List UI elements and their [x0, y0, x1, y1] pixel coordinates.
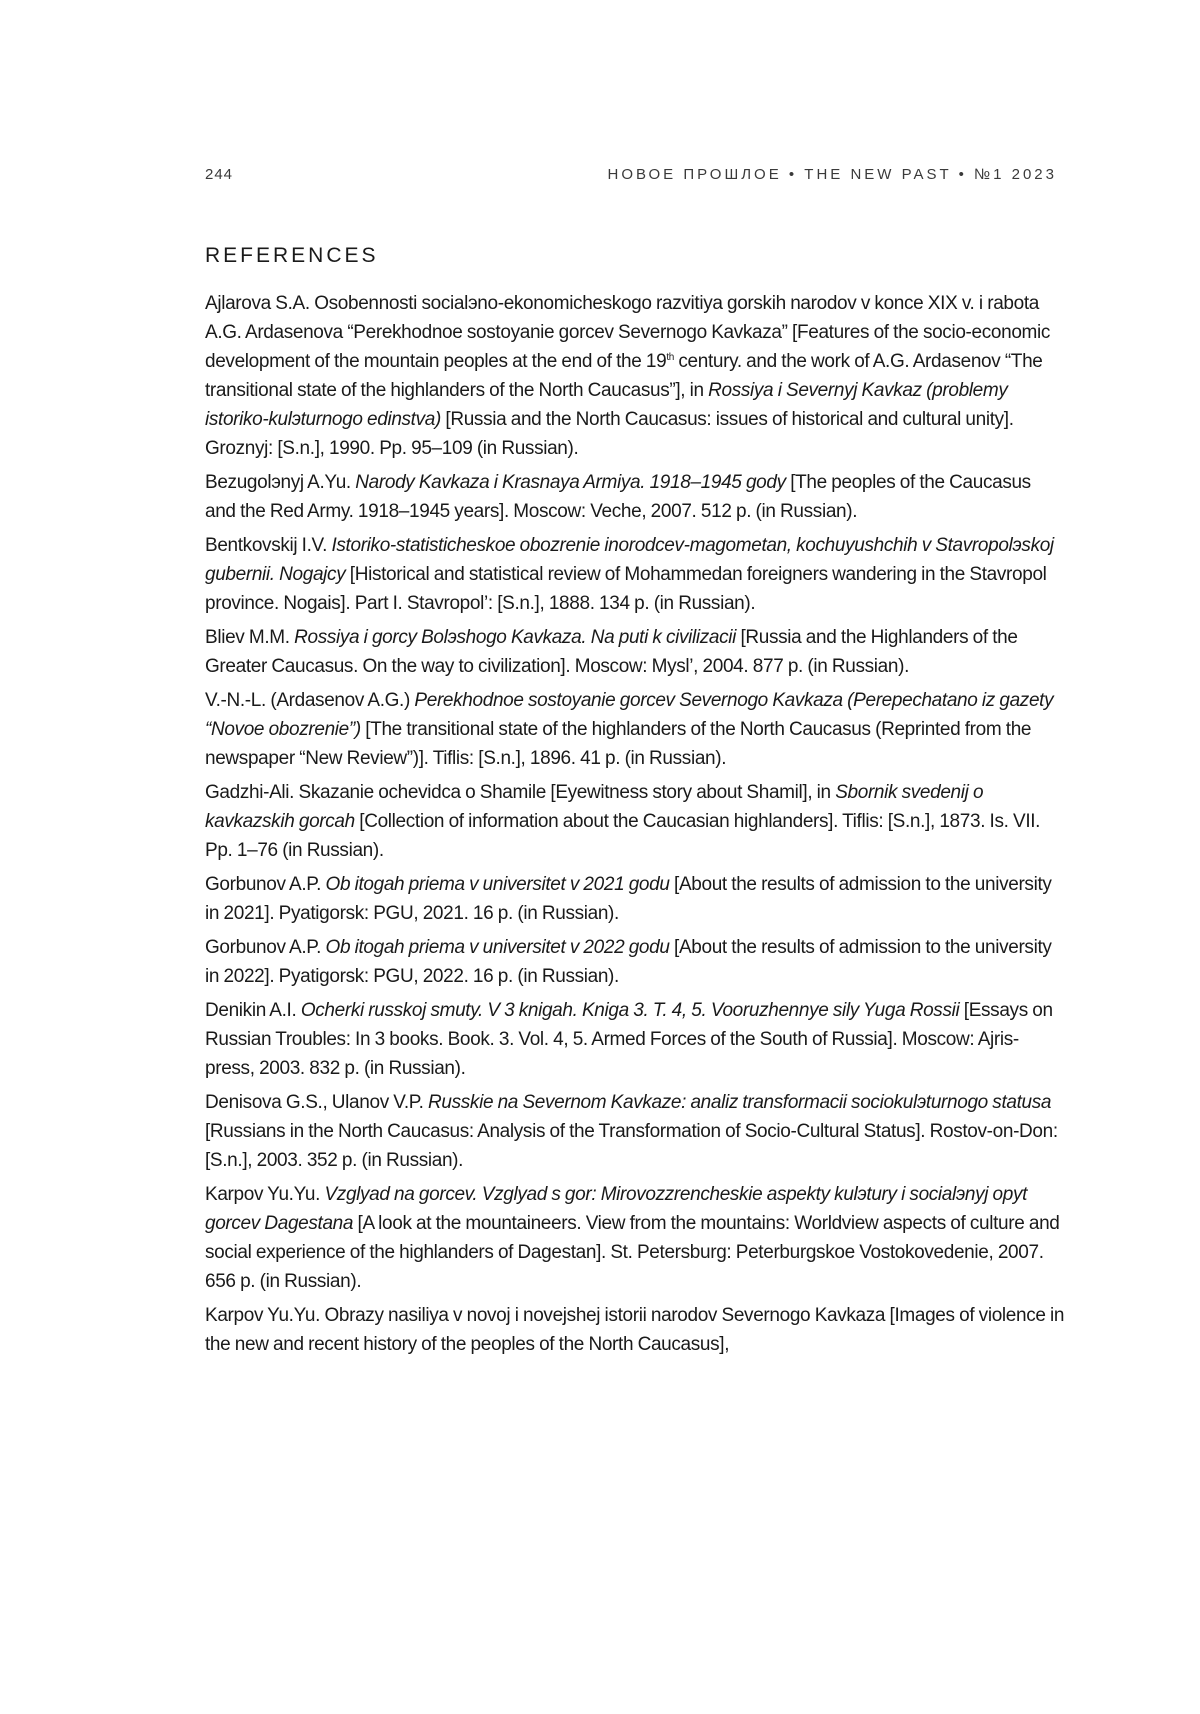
ordinal-suffix: th — [666, 352, 674, 363]
reference-text: Ajlarova S.A. Osobennosti socialэno-ekonomicheskogo razvitiya gorskih narodov v konce XIX v. i rabota A.G. Ardasenova “Perekhodnoe sostoyanie gorcev Severnogo Kavkaza” [Features of the socio-economic development of the mountain peoples at the end of the 19 — [205, 293, 1050, 372]
section-heading: REFERENCES — [205, 244, 379, 268]
reference-author: Denisova G.S., Ulanov V.P. — [205, 1092, 428, 1113]
reference-item — [205, 289, 1065, 463]
reference-details: [About the results of admission to the university in 2022]. Pyatigorsk: PGU, 2022. 16 p. (in Russian). — [205, 937, 1052, 987]
reference-item — [205, 996, 1065, 1083]
reference-item — [205, 468, 1065, 526]
reference-author: Bliev M.M. — [205, 627, 294, 648]
reference-author: V.-N.-L. (Ardasenov A.G.) — [205, 690, 414, 711]
reference-details: [Russians in the North Caucasus: Analysis of the Transformation of Socio-Cultural Status]. Rostov-on-Don: [S.n.], 2003. 352 p. (in Russian). — [205, 1121, 1058, 1171]
reference-title: Vzglyad na gorcev. Vzglyad s gor: Mirovozzrencheskie aspekty kulэtury i socialэnyj opyt gorcev Dagestana — [205, 1184, 1027, 1234]
reference-details: [Historical and statistical review of Mohammedan foreigners wandering in the Stavropol province. Nogais]. Part I. Stavropol’: [S.n.], 1888. 134 p. (in Russian). — [205, 564, 1047, 614]
reference-title: Perekhodnoe sostoyanie gorcev Severnogo Kavkaza (Perepe­chatano iz gazety “Novoe obozrenie”) — [205, 690, 1053, 740]
reference-details: [The transitional state of the highlanders of the North Caucasus (Reprinted from the newspaper “New Review”)]. Tiflis: [S.n.], 1896. 41 p. (in Russian). — [205, 719, 1031, 769]
reference-author: Denikin A.I. — [205, 1000, 301, 1021]
reference-title: Rossiya i Severnyj Kavkaz (problemy istoriko-kulэturnogo edinst­va) — [205, 380, 1008, 430]
reference-author: Gorbunov A.P. — [205, 937, 326, 958]
reference-item — [205, 531, 1065, 618]
reference-text: Gadzhi-Ali. Skazanie ochevidca o Shamile [Eyewitness story about Shamil], in — [205, 782, 835, 803]
reference-author: Karpov Yu.Yu. — [205, 1184, 324, 1205]
journal-title: НОВОЕ ПРОШЛОЕ • THE NEW PAST • №1 2023 — [607, 166, 1057, 183]
reference-list — [205, 289, 1065, 1364]
reference-item — [205, 1088, 1065, 1175]
reference-item — [205, 1301, 1065, 1359]
reference-title: Russkie na Severnom Kavkaze: analiz transformacii sociokulэturnogo statusa — [428, 1092, 1051, 1113]
reference-details: [Russia and the High­landers of the Greater Caucasus. On the way to civilization]. Moscow: Mysl’, 2004. 877 p. (in Russian). — [205, 627, 1018, 677]
reference-details: [The peoples of the Caucasus and the Red Army. 1918–1945 years]. Moscow: Veche, 2007. 512 p. (in Russian). — [205, 472, 1031, 522]
reference-details: [About the results of admission to the university in 2021]. Pyatigorsk: PGU, 2021. 16 p. (in Russian). — [205, 874, 1052, 924]
reference-details: [A look at the mountaineers. View from the mountains: Worldview aspects of culture and social experience of the highlanders of Dagestan]. St. Petersburg: Peterburgskoe Vostokovedenie, 2007. 656 p. (in Russian). — [205, 1213, 1060, 1292]
reference-title: Rossiya i gorcy Bolэshogo Kavkaza. Na puti k civilizacii — [294, 627, 736, 648]
reference-title: Ocherki russkoj smuty. V 3 knigah. Kniga 3. T. 4, 5. Vooruzhennye sily Yuga Rossii — [301, 1000, 960, 1021]
reference-author: Gorbunov A.P. — [205, 874, 326, 895]
reference-item — [205, 778, 1065, 865]
reference-author: Bezugolэnyj A.Yu. — [205, 472, 355, 493]
document-page — [0, 0, 1200, 1714]
reference-title: Ob itogah priema v universitet v 2022 godu — [326, 937, 670, 958]
reference-title: Narody Kavkaza i Krasnaya Armiya. 1918–1945 gody — [355, 472, 785, 493]
reference-item — [205, 933, 1065, 991]
reference-item — [205, 870, 1065, 928]
reference-item — [205, 686, 1065, 773]
reference-text: century. and the work of A.G. Ardasenov “The transitional state of the highlanders of the North Caucasus”], in — [205, 351, 1043, 401]
reference-author: Bentkovskij I.V. — [205, 535, 331, 556]
reference-details: [Essays on Russian Troubles: In 3 books. Book. 3. Vol. 4, 5. Armed Forces of the South of Russia]. Moscow: Ajris-press, 2003. 832 p. (in Russian). — [205, 1000, 1053, 1079]
reference-title: Ob itogah priema v universitet v 2021 godu — [326, 874, 670, 895]
reference-item — [205, 1180, 1065, 1296]
reference-text: Karpov Yu.Yu. Obrazy nasiliya v novoj i novejshej istorii narodov Severnogo Kavkaza [Images of violence in the new and recent history of the peoples of the North Caucasus], — [205, 1305, 1064, 1355]
reference-text: [Collection of information about the Caucasian highlanders]. Tiflis: [S.n.], 1873. Is. VII. Pp. 1–76 (in Russian). — [205, 811, 1040, 861]
reference-item — [205, 623, 1065, 681]
page-number: 244 — [205, 166, 233, 183]
reference-text: [Russia and the North Caucasus: issues of historical and cultural unity]. Groznyj: [S.n.], 1990. Pp. 95–109 (in Russian). — [205, 409, 1014, 459]
reference-title: Istoriko-statisticheskoe obozrenie inorodcev-magometan, kochuyushchih v Stavropolэskoj gubernii. Nogajcy — [205, 535, 1054, 585]
reference-title: Sbornik svedenij o kavkazskih gorcah — [205, 782, 983, 832]
